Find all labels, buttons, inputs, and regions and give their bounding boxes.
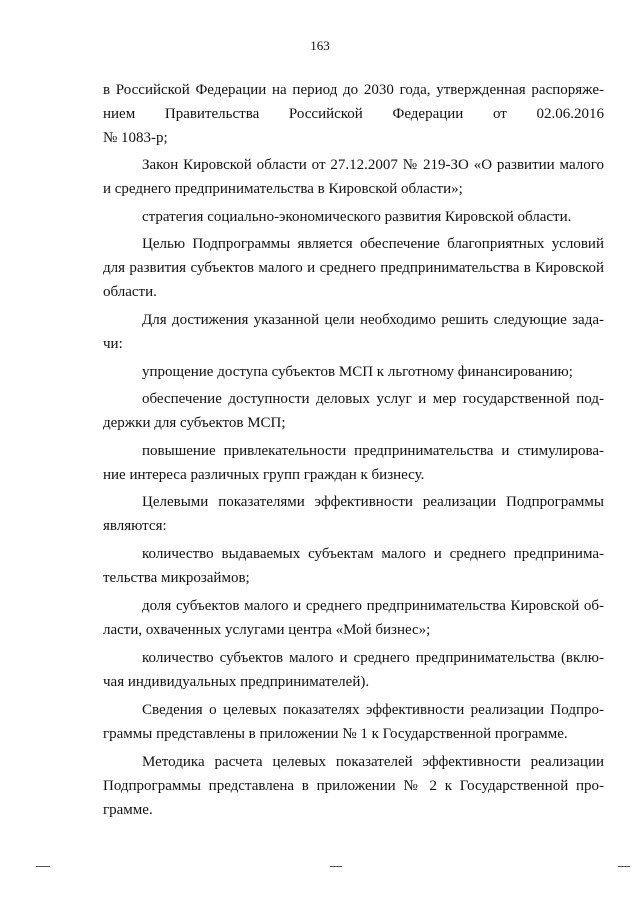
scan-mark	[618, 866, 630, 867]
text-line: Целью Подпрограммы является обеспечение благоприятных условий	[142, 236, 604, 252]
text-line: Закон Кировской области от 27.12.2007 № 219-ЗО «О развитии малого	[142, 157, 604, 173]
text-line: ласти, охваченных услугами центра «Мой бизнес»;	[103, 622, 431, 638]
text-line: держки для субъектов МСП;	[103, 415, 286, 431]
text-line: области.	[103, 284, 157, 300]
scan-mark	[36, 866, 50, 867]
text-line: Целевыми показателями эффективности реализации Подпрограммы	[142, 494, 604, 510]
text-line: Для достижения указанной цели необходимо решить следующие зада-	[142, 312, 604, 328]
text-line: нием Правительства Российской Федерации от 02.06.2016	[103, 106, 604, 122]
text-line: количество субъектов малого и среднего предпринимательства (вклю-	[142, 650, 604, 666]
text-line: граммы представлены в приложении № 1 к Государственной программе.	[103, 726, 568, 742]
text-line: упрощение доступа субъектов МСП к льготному финансированию;	[142, 364, 573, 380]
text-line: в Российской Федерации на период до 2030 года, утвержденная распоряже-	[103, 82, 604, 98]
text-line: повышение привлекательности предпринимательства и стимулирова-	[142, 443, 604, 459]
text-line: Подпрограммы представлена в приложении № 2 к Государственной про-	[103, 778, 604, 794]
text-line: стратегия социально-экономического развития Кировской области.	[142, 209, 572, 225]
text-line: доля субъектов малого и среднего предпринимательства Кировской об-	[142, 598, 604, 614]
text-line: и среднего предпринимательства в Кировской области»;	[103, 181, 463, 197]
text-line: чи:	[103, 336, 123, 352]
text-line: грамме.	[103, 802, 153, 818]
text-line: № 1083-р;	[103, 130, 168, 146]
scan-mark	[330, 866, 342, 867]
text-line: обеспечение доступности деловых услуг и мер государственной под-	[142, 391, 604, 407]
text-line: для развития субъектов малого и среднего предпринимательства в Кировской	[103, 260, 604, 276]
text-line: тельства микрозаймов;	[103, 570, 250, 586]
text-line: количество выдаваемых субъектам малого и среднего предпринима-	[142, 546, 604, 562]
page-number: 163	[310, 38, 330, 53]
text-line: чая индивидуальных предпринимателей).	[103, 674, 370, 690]
text-line: являются:	[103, 518, 167, 534]
text-line: Методика расчета целевых показателей эффективности реализации	[142, 754, 604, 770]
text-line: Сведения о целевых показателях эффективности реализации Подпро-	[142, 702, 604, 718]
text-line: ние интереса различных групп граждан к бизнесу.	[103, 467, 425, 483]
